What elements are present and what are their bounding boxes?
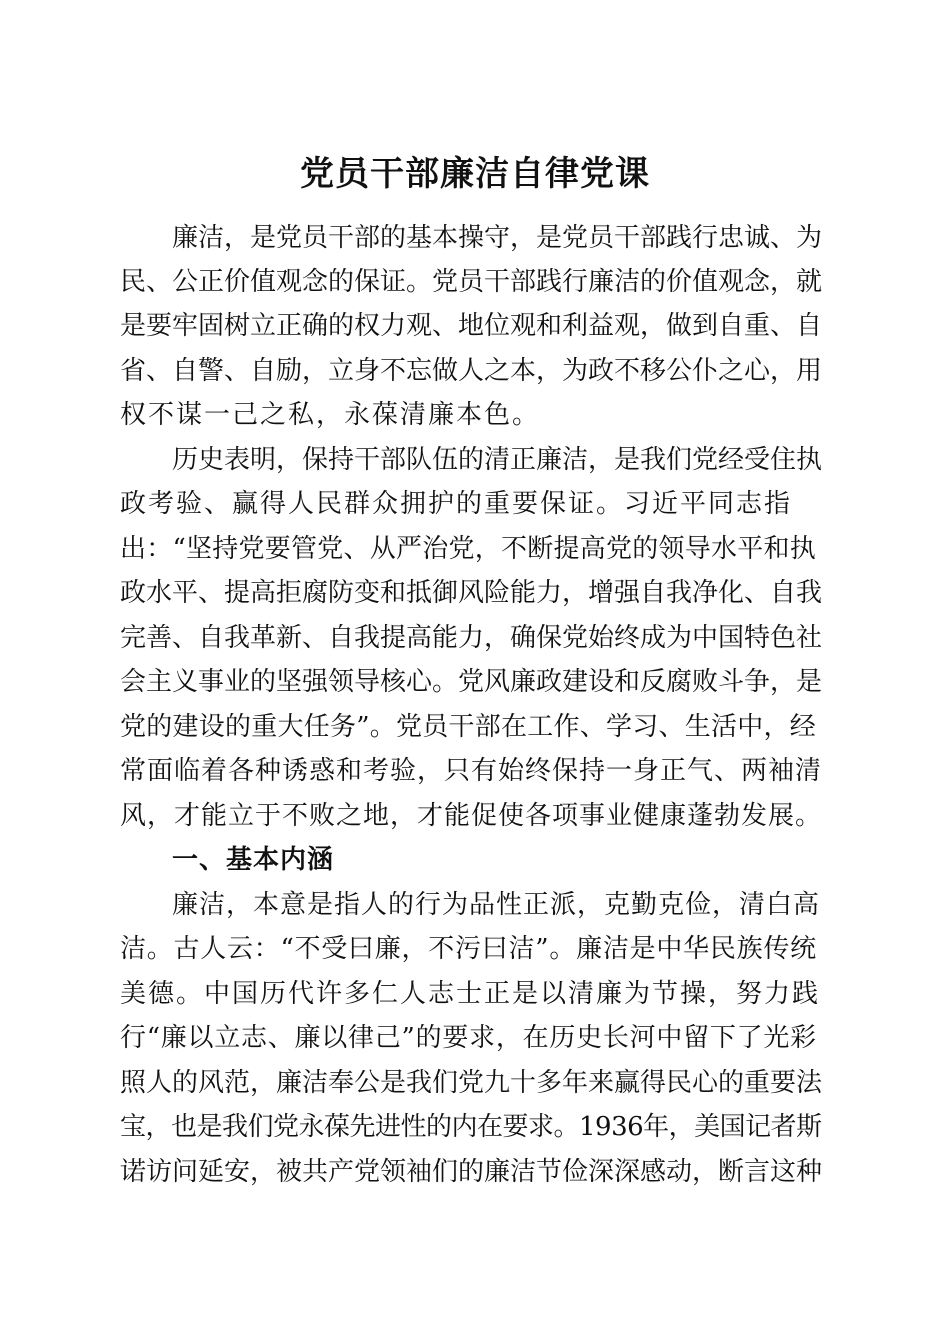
paragraph-line: 常面临着各种诱惑和考验，只有始终保持一身正气、两袖清 bbox=[120, 756, 823, 786]
paragraph-line: 廉洁，本意是指人的行为品性正派，克勤克俭，清白高 bbox=[172, 890, 821, 920]
document-title: 党员干部廉洁自律党课 bbox=[300, 154, 650, 194]
paragraph-line: 廉洁，是党员干部的基本操守，是党员干部践行忠诚、为 bbox=[172, 223, 823, 253]
paragraph-line: 政考验、赢得人民群众拥护的重要保证。习近平同志指 bbox=[120, 489, 793, 519]
paragraph-line: 宝，也是我们党永葆先进性的内在要求。1936年，美国记者斯 bbox=[120, 1112, 822, 1142]
paragraph-line: 美德。中国历代许多仁人志士正是以清廉为节操，努力践 bbox=[120, 979, 821, 1009]
paragraph-line: 是要牢固树立正确的权力观、地位观和利益观，做到自重、自 bbox=[120, 311, 823, 341]
paragraph-line: 出：“坚持党要管党、从严治党，不断提高党的领导水平和执 bbox=[120, 534, 817, 564]
paragraph-line: 权不谋一己之私，永葆清廉本色。 bbox=[120, 400, 541, 430]
paragraph-line: 政水平、提高拒腐防变和抵御风险能力，增强自我净化、自我 bbox=[120, 578, 823, 608]
paragraph-line: 风，才能立于不败之地，才能促使各项事业健康蓬勃发展。 bbox=[120, 801, 823, 831]
paragraph-line: 历史表明，保持干部队伍的清正廉洁，是我们党经受住执 bbox=[172, 445, 823, 475]
paragraph-line: 行“廉以立志、廉以律己”的要求，在历史长河中留下了光彩 bbox=[120, 1023, 817, 1053]
paragraph-line: 省、自警、自励，立身不忘做人之本，为政不移公仆之心，用 bbox=[120, 356, 823, 386]
paragraph-line: 诺访问延安，被共产党领袖们的廉洁节俭深深感动，断言这种 bbox=[120, 1157, 823, 1187]
paragraph-line: 照人的风范，廉洁奉公是我们党九十多年来赢得民心的重要法 bbox=[120, 1068, 823, 1098]
paragraph-line: 完善、自我革新、自我提高能力，确保党始终成为中国特色社 bbox=[120, 623, 823, 653]
paragraph-line: 洁。古人云：“不受曰廉，不污曰洁”。廉洁是中华民族传统 bbox=[120, 934, 817, 964]
paragraph-line: 民、公正价值观念的保证。党员干部践行廉洁的价值观念，就 bbox=[120, 267, 823, 297]
section-heading: 一、基本内涵 bbox=[172, 845, 335, 875]
paragraph-line: 党的建设的重大任务”。党员干部在工作、学习、生活中，经 bbox=[120, 712, 817, 742]
paragraph-line: 会主义事业的坚强领导核心。党风廉政建设和反腐败斗争，是 bbox=[120, 667, 823, 697]
